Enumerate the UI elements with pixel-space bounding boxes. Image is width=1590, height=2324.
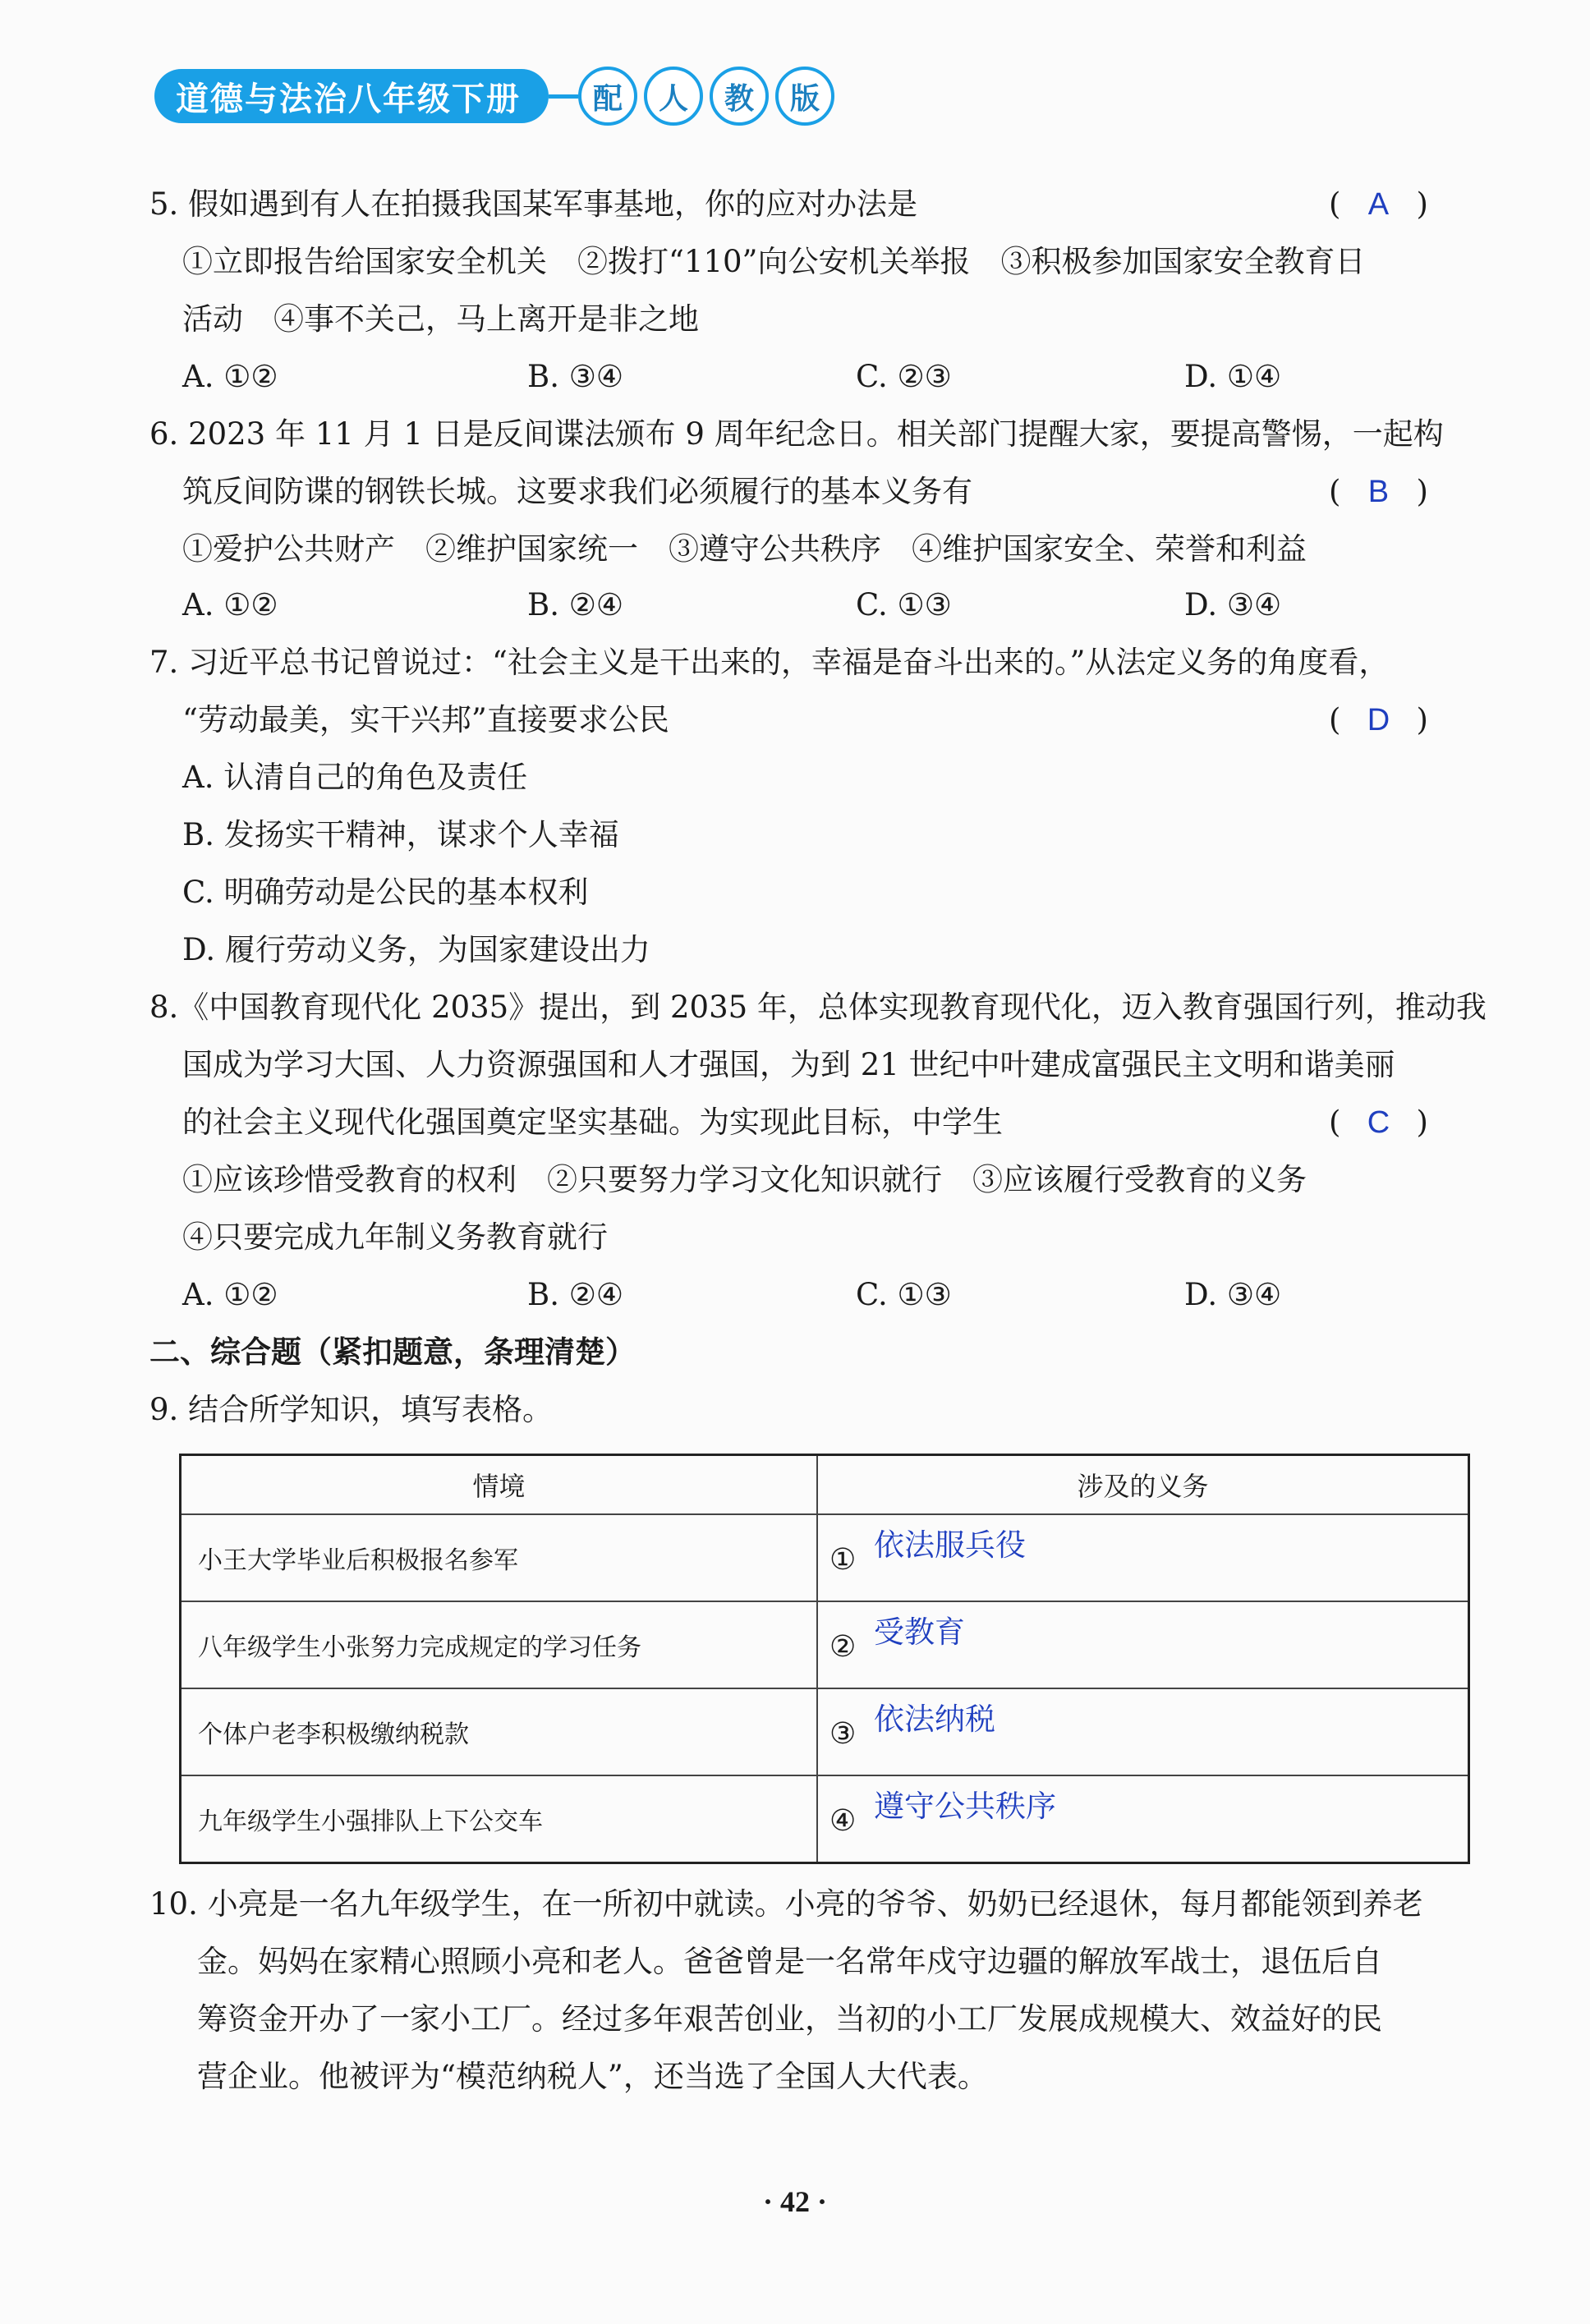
duty-table [179, 1454, 1470, 1864]
duty-answer: 遵守公共秩序 [874, 1789, 1056, 1824]
duty-cell [817, 1514, 1469, 1601]
edition-char-3: 教 [710, 67, 769, 126]
q7-option-a: A. 认清自己的角色及责任 [182, 760, 528, 795]
duty-answer: 依法服兵役 [874, 1527, 1026, 1563]
q5-answer: ( A ) [1329, 184, 1428, 225]
q5-option-d: D. ①④ [1184, 359, 1282, 394]
duty-cell [817, 1601, 1469, 1688]
q7-option-d: D. 履行劳动义务，为国家建设出力 [182, 932, 650, 967]
duty-cell [817, 1688, 1469, 1775]
scene-cell: 九年级学生小强排队上下公交车 [181, 1775, 818, 1863]
q6-option-c: C. ①③ [856, 587, 952, 622]
q7-option-c: C. 明确劳动是公民的基本权利 [182, 875, 589, 910]
q7-stem-1: 7. 习近平总书记曾说过：“社会主义是干出来的，幸福是奋斗出来的。”从法定义务的角度看， [149, 645, 1390, 680]
table-header-scene: 情境 [181, 1455, 818, 1515]
scene-cell: 小王大学毕业后积极报名参军 [181, 1514, 818, 1601]
duty-number: ④ [829, 1804, 857, 1838]
table-row [181, 1775, 1469, 1863]
q8-option-c: C. ①③ [856, 1277, 952, 1312]
q5-option-a: A. ①② [182, 359, 278, 394]
q5-stem: 5. 假如遇到有人在拍摄我国某军事基地，你的应对办法是 [149, 186, 918, 222]
q5-answer-letter: A [1367, 187, 1390, 222]
series-title: 道德与法治八年级下册 [154, 69, 549, 123]
scene-cell: 个体户老李积极缴纳税款 [181, 1688, 818, 1775]
q10-paragraph-2: 金。妈妈在家精心照顾小亮和老人。爸爸曾是一名常年戍守边疆的解放军战士，退伍后自 [197, 1944, 1382, 1979]
duty-answer: 依法纳税 [874, 1702, 995, 1737]
q9-stem: 9. 结合所学知识，填写表格。 [149, 1392, 554, 1427]
edition-char-4: 版 [775, 67, 834, 126]
q6-stem-2: 筑反间防谍的钢铁长城。这要求我们必须履行的基本义务有 [182, 474, 972, 509]
table-row [181, 1514, 1469, 1601]
duty-cell [817, 1775, 1469, 1863]
q5-option-c: C. ②③ [856, 359, 952, 394]
table-row [181, 1688, 1469, 1775]
q7-stem-2: “劳动最美，实干兴邦”直接要求公民 [182, 702, 669, 737]
duty-answer: 受教育 [874, 1614, 965, 1650]
q8-statements-2: ④只要完成九年制义务教育就行 [182, 1219, 608, 1255]
q5-statements-2: 活动 ④事不关己，马上离开是非之地 [182, 301, 699, 337]
duty-number: ① [829, 1543, 857, 1577]
q6-stem-1: 6. 2023 年 11 月 1 日是反间谍法颁布 9 周年纪念日。相关部门提醒大家，要提高警惕，一起构 [149, 416, 1444, 452]
q8-stem-2: 国成为学习大国、人力资源强国和人才强国，为到 21 世纪中叶建成富强民主文明和谐美丽 [182, 1047, 1395, 1082]
q8-statements-1: ①应该珍惜受教育的权利 ②只要努力学习文化知识就行 ③应该履行受教育的义务 [182, 1162, 1307, 1197]
section-2-title: 二、综合题（紧扣题意，条理清楚） [149, 1334, 636, 1370]
q10-paragraph-3: 筹资金开办了一家小工厂。经过多年艰苦创业，当初的小工厂发展成规模大、效益好的民 [197, 2001, 1382, 2037]
q6-option-d: D. ③④ [1184, 587, 1282, 622]
table-header-duty: 涉及的义务 [817, 1455, 1469, 1515]
q8-option-a: A. ①② [182, 1277, 278, 1312]
q10-paragraph-1: 10. 小亮是一名九年级学生，在一所初中就读。小亮的爷爷、奶奶已经退休，每月都能领到养老 [149, 1886, 1423, 1922]
q8-option-b: B. ②④ [527, 1277, 624, 1312]
q5-statements-1: ①立即报告给国家安全机关 ②拨打“110”向公安机关举报 ③积极参加国家安全教育日 [182, 244, 1366, 279]
q7-answer: ( D ) [1329, 700, 1428, 741]
q6-option-a: A. ①② [182, 587, 278, 622]
q10-paragraph-4: 营企业。他被评为“模范纳税人”，还当选了全国人大代表。 [197, 2059, 988, 2094]
q6-option-b: B. ②④ [527, 587, 624, 622]
q8-stem-1: 8.《中国教育现代化 2035》提出，到 2035 年，总体实现教育现代化，迈入教育强国行列，推动我 [149, 990, 1487, 1025]
header-connector [549, 94, 578, 99]
scene-cell: 八年级学生小张努力完成规定的学习任务 [181, 1601, 818, 1688]
page-number: · 42 · [762, 2185, 827, 2218]
q7-option-b: B. 发扬实干精神，谋求个人幸福 [182, 817, 619, 852]
q8-answer: ( C ) [1329, 1102, 1428, 1143]
edition-char-2: 人 [644, 67, 703, 126]
q7-answer-letter: D [1367, 703, 1390, 737]
duty-number: ③ [829, 1717, 857, 1751]
q8-answer-letter: C [1367, 1105, 1390, 1140]
edition-char-1: 配 [578, 67, 637, 126]
q8-option-d: D. ③④ [1184, 1277, 1282, 1312]
table-header-row [181, 1455, 1469, 1515]
q8-stem-3: 的社会主义现代化强国奠定坚实基础。为实现此目标，中学生 [182, 1105, 1003, 1140]
q5-option-b: B. ③④ [527, 359, 624, 394]
q6-answer-letter: B [1367, 475, 1390, 509]
q6-statements: ①爱护公共财产 ②维护国家统一 ③遵守公共秩序 ④维护国家安全、荣誉和利益 [182, 531, 1307, 567]
table-row [181, 1601, 1469, 1688]
series-header [154, 67, 841, 125]
q6-answer: ( B ) [1329, 471, 1428, 512]
duty-number: ② [829, 1630, 857, 1664]
